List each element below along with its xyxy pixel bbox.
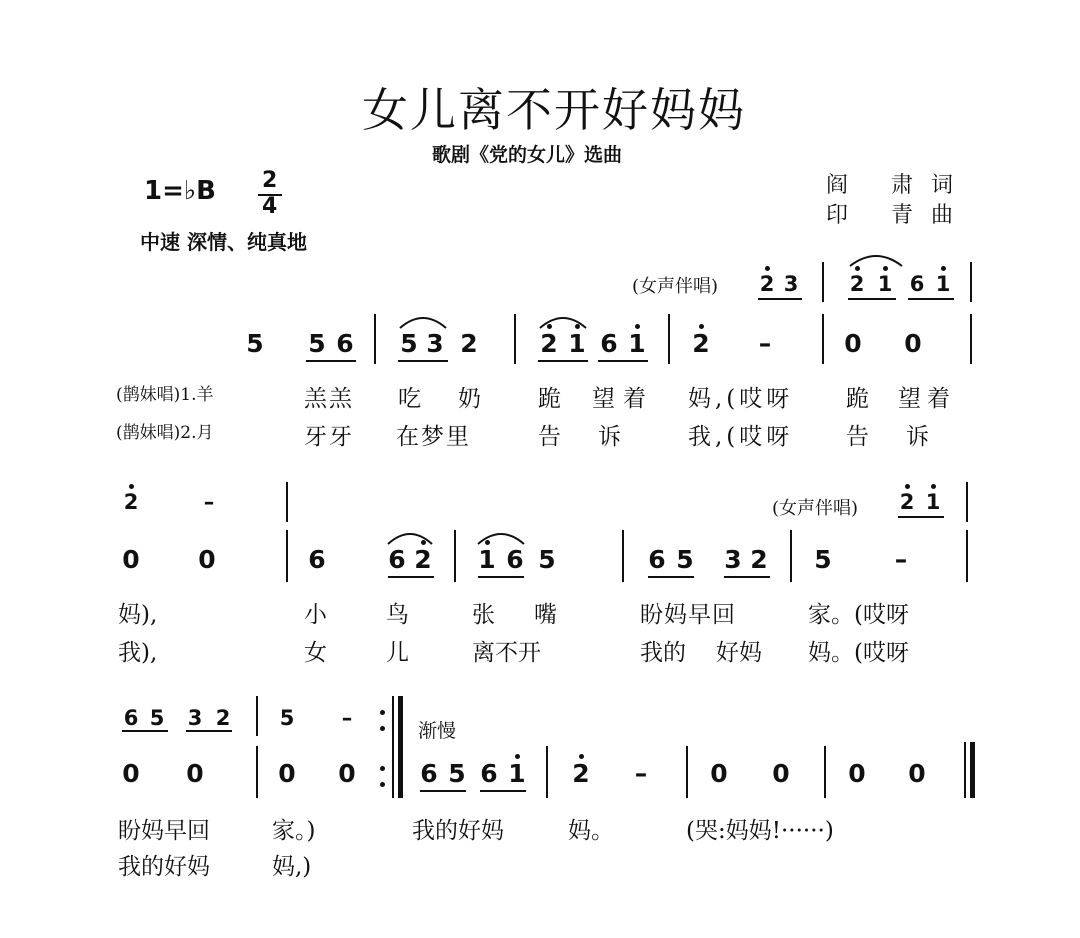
note: 0 [338, 759, 356, 788]
lyric: 盼妈早回 [118, 818, 210, 844]
lyric: 小 [304, 602, 327, 628]
slur [396, 312, 450, 330]
lyric: 儿 [386, 640, 409, 666]
note: 5 [814, 545, 832, 574]
tempo-marking: 中速 深情、纯真地 [140, 230, 307, 254]
note: 2 [759, 272, 775, 296]
note: 0 [904, 329, 922, 358]
lyric: 妈,(哎呀 [688, 386, 794, 412]
beam [398, 360, 448, 362]
beam [388, 576, 434, 578]
octave-dot [941, 266, 946, 271]
beam [122, 730, 168, 732]
note: 0 [278, 759, 296, 788]
note: 6 [600, 329, 618, 358]
lyric: 女 [304, 640, 327, 666]
slur [536, 312, 590, 330]
note: – [758, 329, 772, 358]
barline [790, 530, 792, 582]
barline [256, 746, 258, 798]
lyric: (鹊妹唱)1.羊 [116, 385, 214, 405]
beam [724, 576, 770, 578]
lyric: 鸟 [386, 602, 409, 628]
lyric: 望着 [898, 386, 956, 412]
note: 6 [420, 759, 438, 788]
beam [908, 298, 954, 300]
note: 5 [149, 706, 165, 730]
beam [598, 360, 648, 362]
note: 1 [478, 545, 496, 574]
lyric: 我的好妈 [412, 818, 504, 844]
repeat-dot [380, 766, 385, 771]
note: – [203, 490, 215, 514]
note: 6 [388, 545, 406, 574]
repeat-dot [380, 726, 385, 731]
barline [454, 530, 456, 582]
barline [286, 530, 288, 582]
octave-dot [129, 484, 134, 489]
note: 6 [648, 545, 666, 574]
barline [966, 530, 968, 582]
time-signature-top: 2 [262, 168, 278, 193]
note: 2 [414, 545, 432, 574]
barline [970, 314, 972, 364]
lyric: 跪 [538, 386, 561, 412]
lyric: 望着 [592, 386, 654, 412]
key-signature: 1=♭B [144, 176, 216, 206]
barline [668, 314, 670, 364]
beam [480, 790, 526, 792]
note: 2 [572, 759, 590, 788]
barline [822, 262, 824, 302]
lyric: 牙牙 [304, 424, 354, 450]
lyric: 家。) [272, 818, 316, 844]
octave-dot [699, 324, 704, 329]
note: 0 [710, 759, 728, 788]
lyric: 羔羔 [304, 386, 354, 412]
beam [186, 730, 232, 732]
barline-thick [398, 696, 403, 798]
note: 1 [877, 272, 893, 296]
note: – [634, 759, 648, 788]
time-signature-bottom: 4 [262, 194, 278, 219]
note: 2 [750, 545, 768, 574]
repeat-dot [380, 782, 385, 787]
note: 2 [692, 329, 710, 358]
accompaniment-label: (女声伴唱) [772, 498, 859, 519]
lyric: 我的 [640, 640, 686, 666]
lyric: 妈,) [272, 854, 312, 880]
octave-dot [931, 484, 936, 489]
note: 6 [909, 272, 925, 296]
lyric: 诉 [906, 424, 929, 450]
accompaniment-label: (女声伴唱) [632, 276, 719, 297]
barline [622, 530, 624, 582]
note: – [894, 545, 908, 574]
beam [848, 298, 896, 300]
note: 5 [279, 706, 295, 730]
beam [648, 576, 694, 578]
lyric: (鹊妹唱)2.月 [116, 423, 214, 443]
note: 2 [460, 329, 478, 358]
note: 6 [480, 759, 498, 788]
octave-dot [515, 754, 520, 759]
lyric: 我的好妈 [118, 854, 210, 880]
lyric: 妈), [118, 602, 158, 628]
lyric: 告 [538, 424, 561, 450]
lyric: 嘴 [534, 602, 557, 628]
note: – [341, 706, 353, 730]
note: 0 [186, 759, 204, 788]
lyric: 张 [472, 602, 495, 628]
note: 1 [925, 490, 941, 514]
song-subtitle: 歌剧《党的女儿》选曲 [432, 144, 623, 166]
lyric: 家。(哎呀 [808, 602, 909, 628]
note: 1 [568, 329, 586, 358]
barline [286, 482, 288, 522]
note: 2 [899, 490, 915, 514]
lyric: (哭:妈妈!······) [686, 818, 834, 844]
lyric: 我), [118, 640, 158, 666]
note: 1 [935, 272, 951, 296]
slowdown-marking: 渐慢 [418, 720, 457, 742]
repeat-dot [380, 710, 385, 715]
barline [686, 746, 688, 798]
lyric: 我,(哎呀 [688, 424, 794, 450]
lyric: 好妈 [716, 640, 762, 666]
barline-thick [970, 742, 975, 798]
barline [964, 742, 966, 798]
song-title: 女儿离不开好妈妈 [362, 83, 746, 137]
beam [758, 298, 802, 300]
lyric: 妈。(哎呀 [808, 640, 909, 666]
note: 2 [123, 490, 139, 514]
barline [546, 746, 548, 798]
note: 3 [426, 329, 444, 358]
note: 6 [506, 545, 524, 574]
note: 5 [448, 759, 466, 788]
note: 5 [246, 329, 264, 358]
note: 6 [336, 329, 354, 358]
lyric: 盼妈早回 [640, 602, 736, 628]
note: 2 [540, 329, 558, 358]
lyric: 诉 [598, 424, 621, 450]
barline [256, 696, 258, 736]
note: 0 [844, 329, 862, 358]
note: 6 [308, 545, 326, 574]
beam [478, 576, 524, 578]
note: 5 [400, 329, 418, 358]
note: 3 [783, 272, 799, 296]
slur [384, 528, 436, 546]
note: 5 [676, 545, 694, 574]
note: 6 [123, 706, 139, 730]
lyric: 妈。 [568, 818, 614, 844]
note: 0 [122, 759, 140, 788]
note: 1 [508, 759, 526, 788]
barline [822, 314, 824, 364]
beam [898, 516, 944, 518]
note: 2 [215, 706, 231, 730]
barline [824, 746, 826, 798]
note: 0 [122, 545, 140, 574]
note: 5 [538, 545, 556, 574]
beam [420, 790, 466, 792]
octave-dot [905, 484, 910, 489]
note: 0 [772, 759, 790, 788]
note: 3 [724, 545, 742, 574]
lyric: 在梦里 [396, 424, 471, 450]
octave-dot [579, 754, 584, 759]
beam [538, 360, 588, 362]
note: 2 [849, 272, 865, 296]
barline [966, 482, 968, 522]
note: 3 [187, 706, 203, 730]
lyric: 奶 [458, 386, 481, 412]
note: 0 [908, 759, 926, 788]
note: 1 [628, 329, 646, 358]
note: 0 [848, 759, 866, 788]
barline [392, 696, 394, 798]
lyricist-credit: 阎 肃词 [826, 173, 971, 198]
barline [374, 314, 376, 364]
lyric: 离不开 [472, 640, 541, 666]
octave-dot [635, 324, 640, 329]
barline [514, 314, 516, 364]
octave-dot [765, 266, 770, 271]
beam [306, 360, 356, 362]
slur [474, 528, 528, 546]
barline [970, 262, 972, 302]
composer-credit: 印 青曲 [826, 203, 971, 228]
lyric: 跪 [846, 386, 869, 412]
note: 5 [308, 329, 326, 358]
note: 0 [198, 545, 216, 574]
slur [846, 250, 906, 268]
lyric: 吃 [398, 386, 421, 412]
lyric: 告 [846, 424, 869, 450]
